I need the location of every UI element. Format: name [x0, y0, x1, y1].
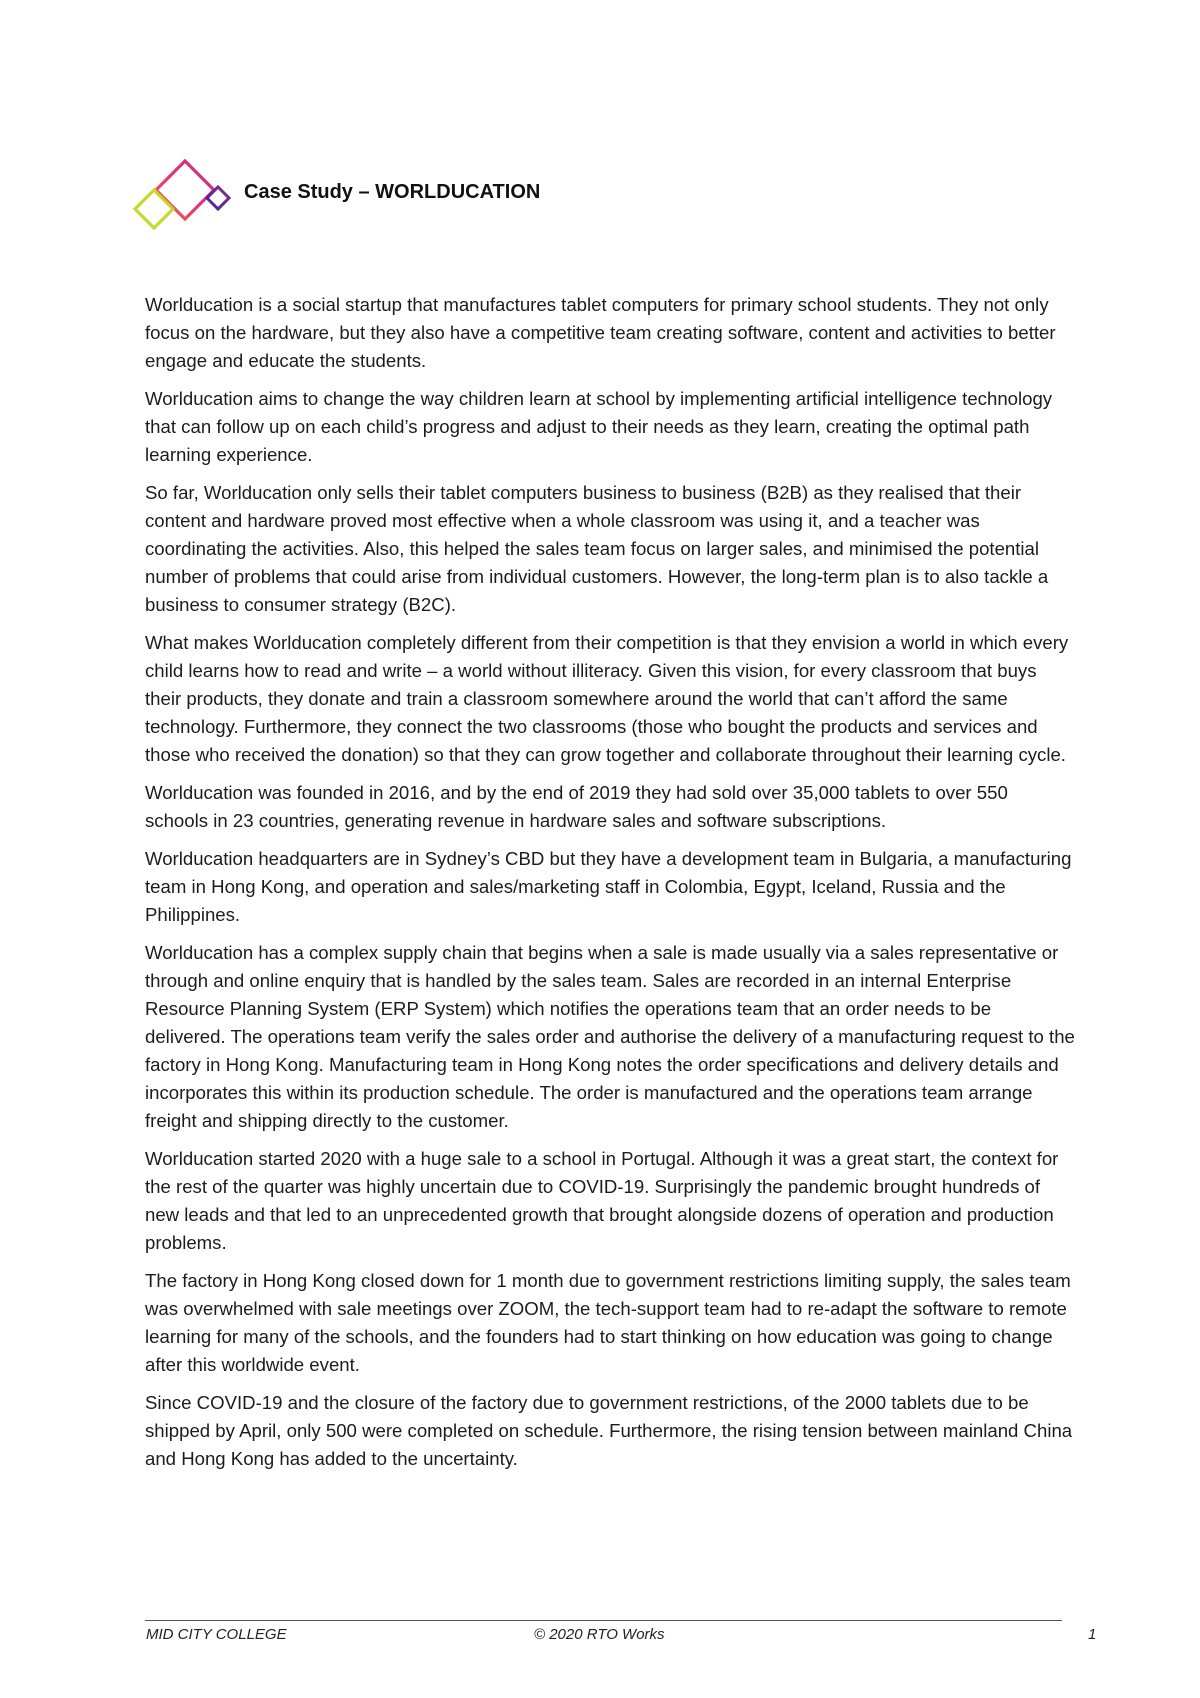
footer-college-name: MID CITY COLLEGE	[146, 1626, 287, 1643]
footer-divider	[145, 1620, 1062, 1621]
logo-left-diamond	[135, 190, 173, 228]
paragraph: Worlducation aims to change the way children learn at school by implementing artificial intelligence technology that can follow up on each child’s progress and adjust to their needs as they learn, creating the optimal path learning experience.	[145, 388, 1053, 465]
footer-copyright: © 2020 RTO Works	[534, 1626, 665, 1643]
paragraph: Worlducation started 2020 with a huge sale to a school in Portugal. Although it was a great start, the context for the rest of the quarter was highly uncertain due to COVID-19. Surprisingly the pandemic brought hundreds of new leads and that led to an unprecedented growth that brought alongside dozens of operation and production problems.	[145, 1148, 1059, 1253]
worlducation-logo	[132, 157, 238, 237]
page-title: Case Study – WORLDUCATION	[244, 181, 541, 203]
paragraph: Worlducation headquarters are in Sydney’s CBD but they have a development team in Bulgaria, a manufacturing team in Hong Kong, and operation and sales/marketing staff in Colombia, Egypt, Iceland, Russia and the Philippines.	[145, 848, 1072, 925]
paragraph: Since COVID-19 and the closure of the factory due to government restrictions, of the 2000 tablets due to be shipped by April, only 500 were completed on schedule. Furthermore, the rising tension between mainland China and Hong Kong has added to the uncertainty.	[145, 1392, 1073, 1469]
case-study-body	[145, 291, 1075, 1483]
paragraph: Worlducation has a complex supply chain that begins when a sale is made usually via a sales representative or through and online enquiry that is handled by the sales team. Sales are recorded in an internal Enterprise Resource Planning System (ERP System) which notifies the operations team that an order needs to be delivered. The operations team verify the sales order and authorise the delivery of a manufacturing request to the factory in Hong Kong. Manufacturing team in Hong Kong notes the order specifications and delivery details and incorporates this within its production schedule. The order is manufactured and the operations team arrange freight and shipping directly to the customer.	[145, 942, 1075, 1131]
paragraph: Worlducation is a social startup that manufactures tablet computers for primary school students. They not only focus on the hardware, but they also have a competitive team creating software, content and activities to better engage and educate the students.	[145, 294, 1056, 371]
logo-right-diamond	[207, 187, 229, 209]
paragraph: What makes Worlducation completely different from their competition is that they envision a world in which every child learns how to read and write – a world without illiteracy. Given this vision, for every classroom that buys their products, they donate and train a classroom somewhere around the world that can’t afford the same technology. Furthermore, they connect the two classrooms (those who bought the products and services and those who received the donation) so that they can grow together and collaborate throughout their learning cycle.	[145, 632, 1069, 765]
footer-page-number: 1	[1088, 1626, 1097, 1643]
paragraph: So far, Worlducation only sells their tablet computers business to business (B2B) as they realised that their content and hardware proved most effective when a whole classroom was using it, and a teacher was coordinating the activities. Also, this helped the sales team focus on larger sales, and minimised the potential number of problems that could arise from individual customers. However, the long-term plan is to also tackle a business to consumer strategy (B2C).	[145, 482, 1049, 615]
paragraph: The factory in Hong Kong closed down for 1 month due to government restrictions limiting supply, the sales team was overwhelmed with sale meetings over ZOOM, the tech-support team had to re-adapt the software to remote learning for many of the schools, and the founders had to start thinking on how education was going to change after this worldwide event.	[145, 1270, 1071, 1375]
paragraph: Worlducation was founded in 2016, and by the end of 2019 they had sold over 35,000 tablets to over 550 schools in 23 countries, generating revenue in hardware sales and software subscriptions.	[145, 782, 1008, 831]
logo-big-diamond	[156, 161, 214, 219]
